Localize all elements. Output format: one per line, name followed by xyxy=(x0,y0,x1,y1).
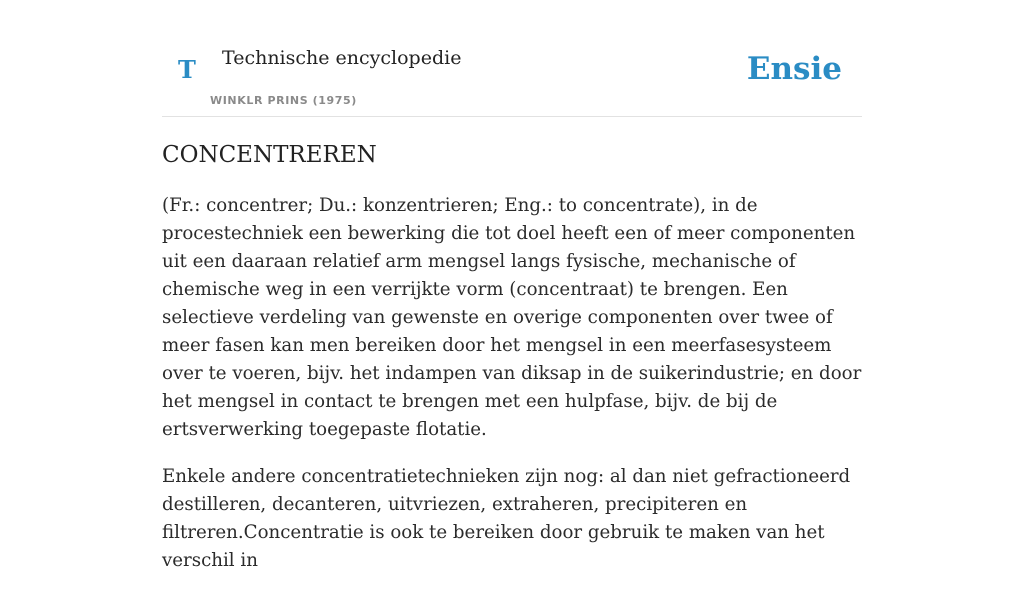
article-paragraph: Enkele andere concentratietechnieken zijn nog: al dan niet gefractioneerd destilleren, decanteren, uitvriezen, extraheren, precipiteren en filtreren.Concentratie is ook te bereiken door gebruik te maken van het verschil in xyxy=(162,466,851,571)
source-subtitle: WINKLR PRINS (1975) xyxy=(210,94,357,107)
article-paragraph: (Fr.: concentrer; Du.: konzentrieren; Eng.: to concentrate), in de procestechniek een bewerking die tot doel heeft een of meer componenten uit een daaraan relatief arm mengsel langs fysische, mechanische of chemische weg in een verrijkte vorm (concentraat) te brengen. Een selectieve verdeling van gewenste en overige componenten over twee of meer fasen kan men bereiken door het mengsel in een meerfasesysteem over te voeren, bijv. het indampen van diksap in de suikerindustrie; en door het mengsel in contact te brengen met een hulpfase, bijv. de bij de ertsverwerking toegepaste flotatie. xyxy=(162,195,862,440)
brand-logo[interactable]: Ensie xyxy=(746,51,842,87)
source-title[interactable]: Technische encyclopedie xyxy=(222,47,462,69)
source-logo-icon[interactable]: T xyxy=(178,55,196,84)
article-title: CONCENTREREN xyxy=(162,142,377,168)
article xyxy=(162,140,862,594)
source-header xyxy=(162,0,862,117)
